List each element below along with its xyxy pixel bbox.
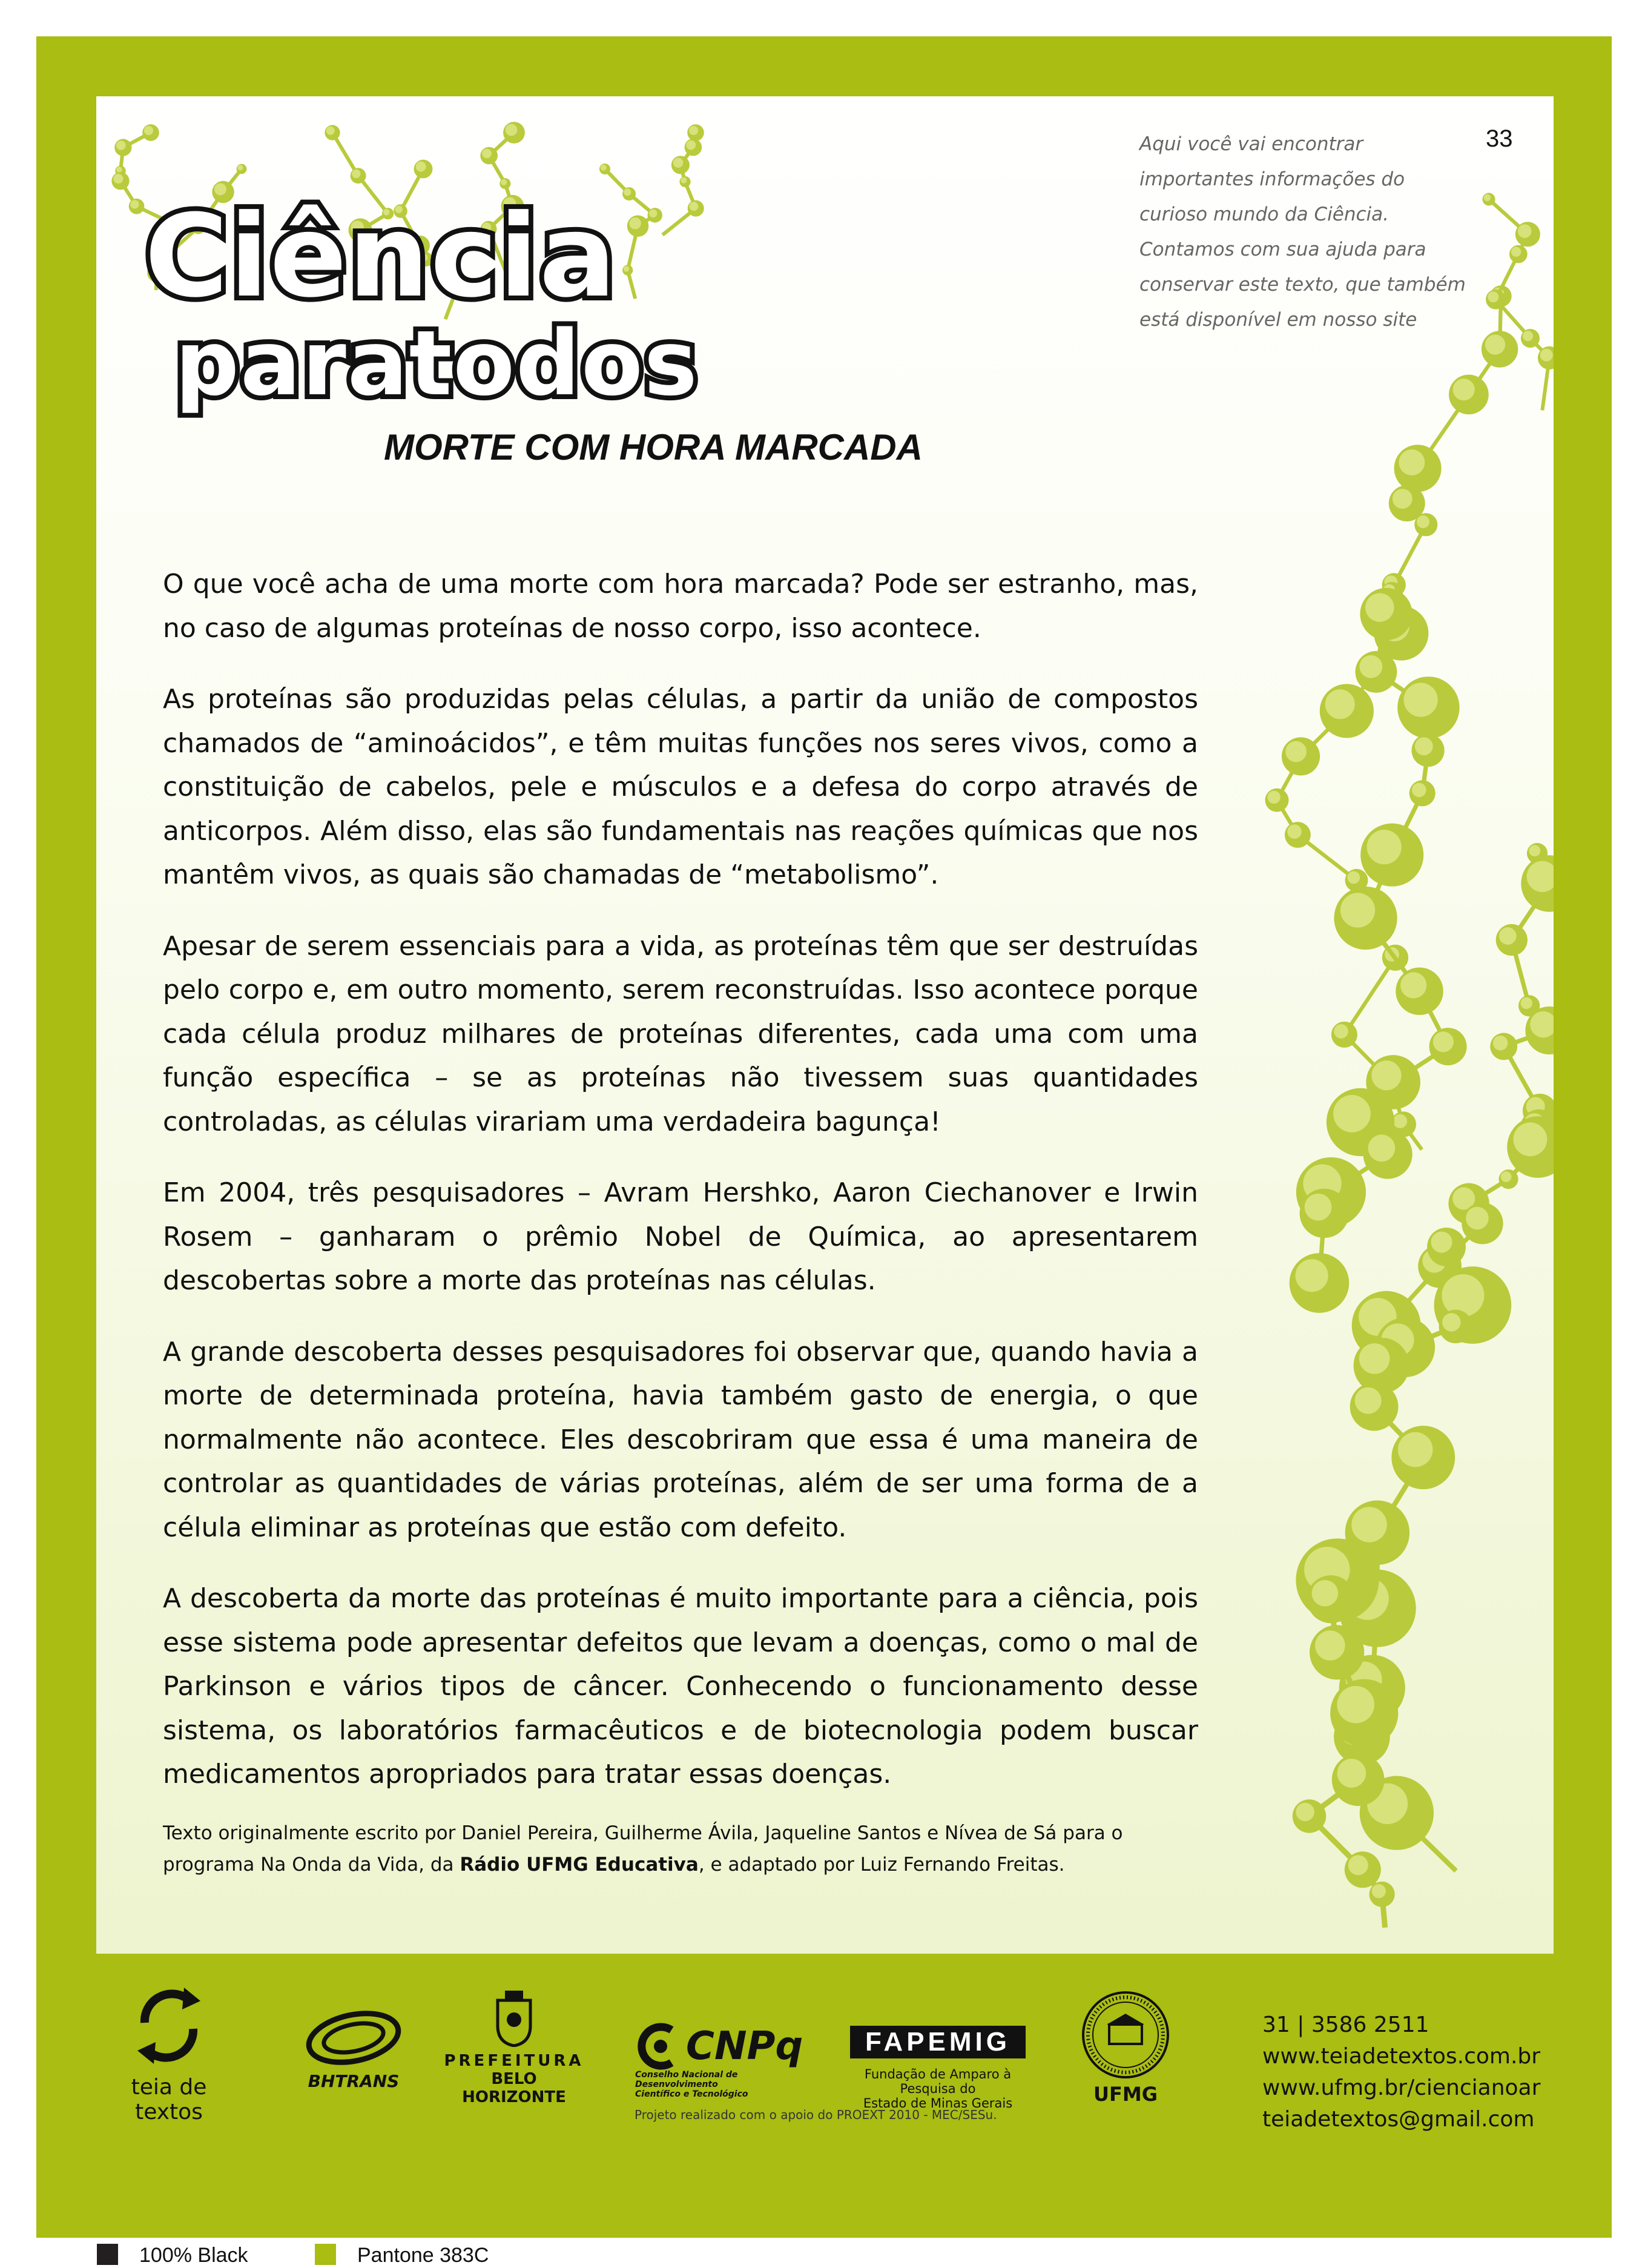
credit-text: Texto originalmente escrito por Daniel Pereira, Guilherme Ávila, Jaqueline Santos e Nívea de Sá para o programa Na Onda da Vida, da bbox=[163, 1822, 1123, 1876]
molecule-highlight bbox=[689, 126, 698, 135]
paragraph: O que você acha de uma morte com hora marcada? Pode ser estranho, mas, no caso de algumas proteínas de nosso corpo, isso acontece. bbox=[163, 569, 1198, 644]
molecule-highlight bbox=[1415, 737, 1433, 755]
cnpq-logo bbox=[635, 2023, 817, 2099]
page-number: 33 bbox=[1486, 125, 1513, 152]
molecule-highlight bbox=[1305, 1194, 1332, 1221]
ufmg-logo bbox=[1065, 1989, 1186, 2106]
molecule-highlight bbox=[1540, 349, 1553, 362]
molecule-highlight bbox=[1523, 331, 1533, 341]
molecule-highlight bbox=[1337, 1759, 1366, 1788]
molecule-highlight bbox=[1296, 1803, 1314, 1821]
paragraph: Em 2004, três pesquisadores – Avram Hershko, Aaron Ciechanover e Irwin Rosem – ganharam o prêmio Nobel de Química, ao apresentarem descobertas sobre a morte das proteínas nas células. bbox=[163, 1177, 1198, 1296]
molecule-highlight bbox=[1334, 1024, 1348, 1039]
molecule-highlight bbox=[1511, 247, 1521, 257]
article-body bbox=[163, 563, 1198, 1824]
molecule-highlight bbox=[1521, 997, 1532, 1009]
molecule-highlight bbox=[1399, 449, 1425, 475]
bhtrans-swirl-icon bbox=[299, 2005, 408, 2071]
molecule-highlight bbox=[1453, 379, 1475, 400]
molecule-highlight bbox=[1485, 334, 1505, 354]
prefeitura-bh-logo bbox=[441, 1989, 587, 2106]
recycle-arrows-icon bbox=[127, 1980, 211, 2071]
molecule-highlight bbox=[1431, 1231, 1452, 1252]
content-panel bbox=[96, 96, 1554, 1954]
paragraph: A descoberta da morte das proteínas é muito importante para a ciência, pois esse sistema pode apresentar defeitos que levam a doenças, como o mal de Parkinson e vários tipos de câncer. Conhecendo o funcionamento desse sistema, os laboratórios farmacêuticos e de biotecnologia podem buscar medicamentos apropriados para tratar essas doenças. bbox=[163, 1583, 1198, 1790]
molecule-highlight bbox=[326, 127, 335, 135]
molecule-highlight bbox=[1513, 1122, 1547, 1156]
phone: 31 | 3586 2511 bbox=[1262, 2012, 1429, 2037]
article-title: MORTE COM HORA MARCADA bbox=[384, 427, 923, 468]
website-link[interactable]: www.teiadetextos.com.br bbox=[1262, 2044, 1541, 2069]
molecule-highlight bbox=[1267, 791, 1280, 804]
cnpq-caption: CNPq bbox=[686, 2024, 803, 2069]
molecule-highlight bbox=[1285, 741, 1307, 762]
paragraph: Apesar de serem essenciais para a vida, as proteínas têm que ser destruídas pelo corpo e, em outro momento, serem reconstruídas. Isso acontece porque cada célula produz milhares de proteínas diferentes, cada uma com uma função específica – se as proteínas não tivessem suas quantidades controladas, as células virariam uma verdadeira bagunça! bbox=[163, 930, 1198, 1137]
molecule-highlight bbox=[144, 126, 153, 135]
molecule-highlight bbox=[1499, 927, 1517, 945]
contact-info bbox=[1262, 2009, 1540, 2135]
molecule-highlight bbox=[1295, 1259, 1328, 1292]
molecule-highlight bbox=[686, 141, 696, 150]
fapemig-caption: FAPEMIG bbox=[850, 2026, 1026, 2058]
bhtrans-caption: BHTRANS bbox=[308, 2071, 400, 2091]
molecule-highlight bbox=[1398, 1432, 1433, 1467]
city-crest-icon bbox=[493, 1989, 535, 2047]
molecule-highlight bbox=[1287, 824, 1302, 839]
website-link[interactable]: www.ufmg.br/ciencianoar bbox=[1262, 2075, 1541, 2100]
molecule-highlight bbox=[1371, 1060, 1401, 1090]
logo-line1: Ciência bbox=[145, 190, 618, 323]
author-credit bbox=[163, 1817, 1132, 1880]
molecule-highlight bbox=[1333, 1095, 1371, 1132]
radio-ufmg-educativa: Rádio UFMG Educativa bbox=[460, 1854, 699, 1876]
fapemig-logo bbox=[835, 2026, 1041, 2111]
molecule-highlight bbox=[1351, 1507, 1387, 1542]
molecule-highlight bbox=[1403, 683, 1437, 716]
intro-text: Aqui você vai encontrar importantes informações do curioso mundo da Ciência. Contamos com sua ajuda para conservar este texto, que também está disponível em nosso site bbox=[1139, 133, 1466, 331]
molecule-highlight bbox=[1359, 1343, 1390, 1374]
molecule-highlight bbox=[1433, 1031, 1454, 1052]
molecule-highlight bbox=[1442, 1313, 1460, 1331]
swatch-label-black: 100% Black bbox=[139, 2244, 248, 2267]
molecule-highlight bbox=[506, 124, 518, 136]
molecule-highlight bbox=[1355, 1387, 1382, 1414]
prefeitura-line1: PREFEITURA bbox=[444, 2052, 584, 2070]
ciencia-para-todos-logo bbox=[120, 160, 774, 451]
molecule-highlight bbox=[1347, 871, 1360, 884]
cnpq-sub1: Conselho Nacional de Desenvolvimento bbox=[635, 2070, 738, 2089]
credit-text-end: , e adaptado por Luiz Fernando Freitas. bbox=[698, 1854, 1065, 1876]
molecule-highlight bbox=[1367, 830, 1402, 864]
molecule-highlight bbox=[1315, 1630, 1345, 1661]
molecule-highlight bbox=[1417, 515, 1429, 528]
molecule-highlight bbox=[1412, 783, 1426, 798]
molecule-highlight bbox=[1466, 1207, 1489, 1230]
molecule-highlight bbox=[1337, 1686, 1374, 1724]
molecule-highlight bbox=[116, 141, 126, 150]
molecule-highlight bbox=[1529, 845, 1540, 856]
sponsor-logos bbox=[96, 1980, 1198, 2180]
ufmg-caption: UFMG bbox=[1093, 2083, 1158, 2106]
swatch-pantone bbox=[315, 2244, 336, 2265]
bhtrans-logo bbox=[293, 2005, 414, 2091]
molecule-highlight bbox=[1372, 1884, 1386, 1898]
molecule-highlight bbox=[1325, 689, 1355, 719]
molecule-highlight bbox=[1365, 593, 1394, 621]
molecule-highlight bbox=[1368, 1135, 1396, 1162]
swatch-label-pantone: Pantone 383C bbox=[357, 2244, 489, 2267]
molecule-highlight bbox=[1518, 224, 1532, 238]
molecule-highlight bbox=[1348, 1855, 1368, 1875]
logo-line2: paratodos bbox=[175, 311, 699, 415]
email-link[interactable]: teiadetextos@gmail.com bbox=[1262, 2107, 1535, 2132]
molecule-bond bbox=[1344, 957, 1395, 1034]
fapemig-sub2: Estado de Minas Gerais bbox=[863, 2096, 1013, 2111]
molecule-highlight bbox=[1501, 1171, 1512, 1182]
molecule-highlight bbox=[1442, 1274, 1484, 1317]
paragraph: As proteínas são produzidas pelas células, a partir da união de compostos chamados de “aminoácidos”, e têm muitas funções nos seres vivos, como a constituição de cabelos, pele e músculos e a defesa do corpo através de anticorpos. Além disso, elas são fundamentais nas reações químicas que nos mantêm vivos, as quais são chamadas de “metabolismo”. bbox=[163, 684, 1198, 890]
molecule-highlight bbox=[1340, 893, 1375, 927]
ufmg-seal-icon bbox=[1080, 1989, 1171, 2080]
cnpq-sub2: Científico e Tecnológico bbox=[635, 2089, 748, 2099]
project-note: Projeto realizado com o apoio do PROEXT 2010 - MEC/SESu. bbox=[635, 2108, 997, 2122]
molecule-highlight bbox=[1393, 489, 1413, 509]
molecule-highlight bbox=[1400, 972, 1426, 998]
molecule-highlight bbox=[1493, 1036, 1508, 1051]
molecule-highlight bbox=[482, 149, 492, 159]
swatch-black bbox=[97, 2244, 118, 2265]
teia-caption: teia de textos bbox=[131, 2075, 207, 2124]
teia-de-textos-logo bbox=[96, 1980, 242, 2124]
molecule-highlight bbox=[1359, 655, 1382, 678]
cnpq-symbol-icon bbox=[635, 2023, 684, 2070]
fapemig-sub1: Fundação de Amparo à Pesquisa do bbox=[864, 2067, 1012, 2096]
molecule-highlight bbox=[1312, 1580, 1339, 1607]
paragraph: A grande descoberta desses pesquisadores foi observar que, quando havia a morte de determinada proteína, havia também gasto de energia, o que normalmente não acontece. Eles descobriram que essa é uma maneira de controlar as quantidades de várias proteínas, além de ser uma forma de a célula eliminar as proteínas que estão com defeito. bbox=[163, 1336, 1198, 1543]
molecule-highlight bbox=[1393, 1114, 1407, 1128]
prefeitura-line2: BELO HORIZONTE bbox=[462, 2070, 566, 2106]
